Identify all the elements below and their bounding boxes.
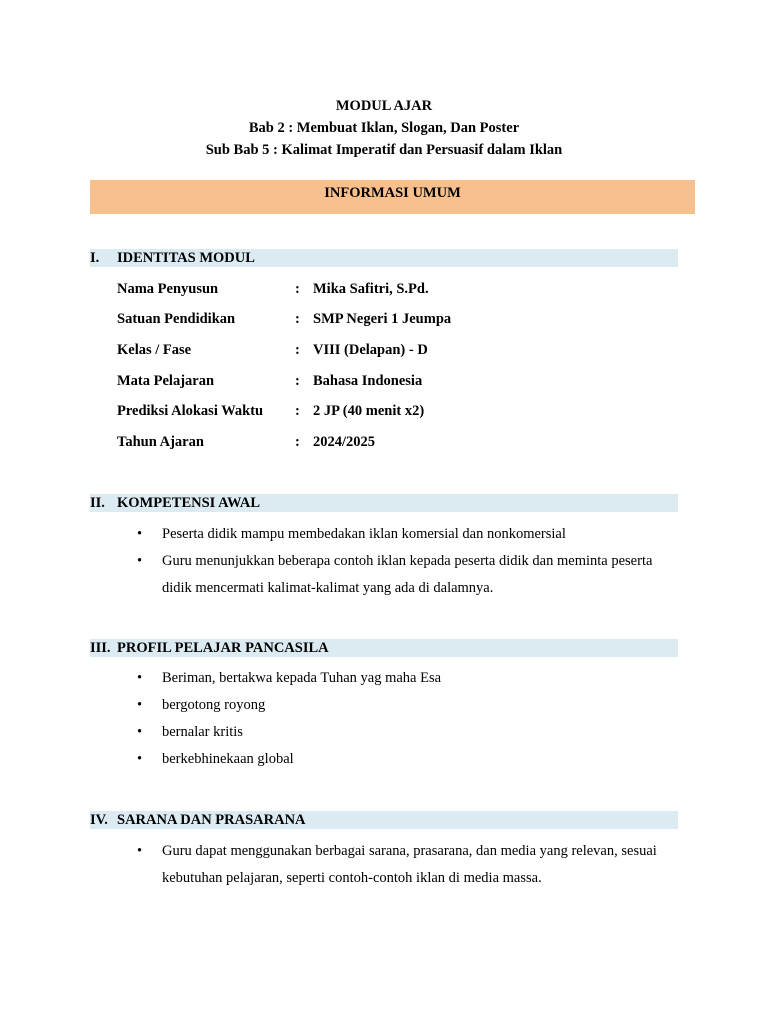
- identity-row: [117, 432, 677, 452]
- subchapter-title: Sub Bab 5 : Kalimat Imperatif dan Persuasif dalam Iklan: [205, 142, 563, 158]
- identity-separator: :: [295, 342, 300, 358]
- section-number: IV.: [90, 812, 108, 828]
- identity-label: Mata Pelajaran: [117, 373, 215, 389]
- identity-label: Kelas / Fase: [117, 342, 192, 358]
- identity-separator: :: [295, 281, 300, 297]
- bullet-icon: •: [137, 526, 143, 542]
- identity-row: [117, 309, 677, 329]
- bullet-icon: •: [137, 843, 143, 859]
- document-header: [0, 95, 768, 161]
- identity-value: SMP Negeri 1 Jeumpa: [313, 311, 452, 327]
- list-item-text: Beriman, bertakwa kepada Tuhan yag maha Esa: [162, 670, 442, 686]
- banner-label: INFORMASI UMUM: [324, 185, 461, 201]
- section-title: KOMPETENSI AWAL: [117, 495, 261, 511]
- identity-value: 2024/2025: [313, 434, 376, 450]
- identity-separator: :: [295, 403, 300, 419]
- identity-row: [117, 371, 677, 391]
- section-title: SARANA DAN PRASARANA: [117, 812, 306, 828]
- identity-value: Mika Safitri, S.Pd.: [313, 281, 429, 297]
- section-title: PROFIL PELAJAR PANCASILA: [117, 640, 329, 656]
- section-number: III.: [90, 640, 111, 656]
- bullet-icon: •: [137, 697, 143, 713]
- section-heading-kompetensi: [90, 494, 678, 512]
- list-item-text: [162, 521, 677, 548]
- section-number: II.: [90, 495, 105, 511]
- bullet-icon: •: [137, 724, 143, 740]
- identity-label: Nama Penyusun: [117, 281, 219, 297]
- general-info-banner: [90, 180, 695, 214]
- identity-label: Prediksi Alokasi Waktu: [117, 403, 264, 419]
- list-item-text: [162, 838, 677, 892]
- bullet-icon: •: [137, 553, 143, 569]
- list-item-text: [162, 548, 677, 602]
- document-title: MODUL AJAR: [335, 98, 433, 114]
- identity-separator: :: [295, 434, 300, 450]
- identity-separator: :: [295, 311, 300, 327]
- identity-value: 2 JP (40 menit x2): [313, 403, 425, 419]
- bullet-icon: •: [137, 751, 143, 767]
- list-item-line: Guru menunjukkan beberapa contoh iklan kepada peserta didik dan meminta peserta: [162, 553, 653, 569]
- section-heading-identitas: [90, 249, 678, 267]
- bullet-icon: •: [137, 670, 143, 686]
- section-heading-profil: [90, 639, 678, 657]
- list-item-text: bergotong royong: [162, 697, 266, 713]
- list-item-line: didik mencermati kalimat-kalimat yang ada di dalamnya.: [162, 580, 494, 596]
- identity-value: Bahasa Indonesia: [313, 373, 423, 389]
- list-item-line: Peserta didik mampu membedakan iklan komersial dan nonkomersial: [162, 526, 566, 542]
- chapter-title: Bab 2 : Membuat Iklan, Slogan, Dan Poster: [248, 120, 520, 136]
- identity-separator: :: [295, 373, 300, 389]
- identity-row: [117, 401, 677, 421]
- identity-row: [117, 340, 677, 360]
- section-heading-sarana: [90, 811, 678, 829]
- section-title: IDENTITAS MODUL: [117, 250, 255, 266]
- list-item-line: kebutuhan pelajaran, seperti contoh-contoh iklan di media massa.: [162, 870, 542, 886]
- list-item-text: bernalar kritis: [162, 724, 243, 740]
- identity-label: Satuan Pendidikan: [117, 311, 236, 327]
- list-item-text: berkebhinekaan global: [162, 751, 294, 767]
- list-item-line: Guru dapat menggunakan berbagai sarana, prasarana, dan media yang relevan, sesuai: [162, 843, 657, 859]
- identity-row: [117, 279, 677, 299]
- identity-value: VIII (Delapan) - D: [313, 342, 428, 358]
- section-number: I.: [90, 250, 100, 266]
- identity-label: Tahun Ajaran: [117, 434, 204, 450]
